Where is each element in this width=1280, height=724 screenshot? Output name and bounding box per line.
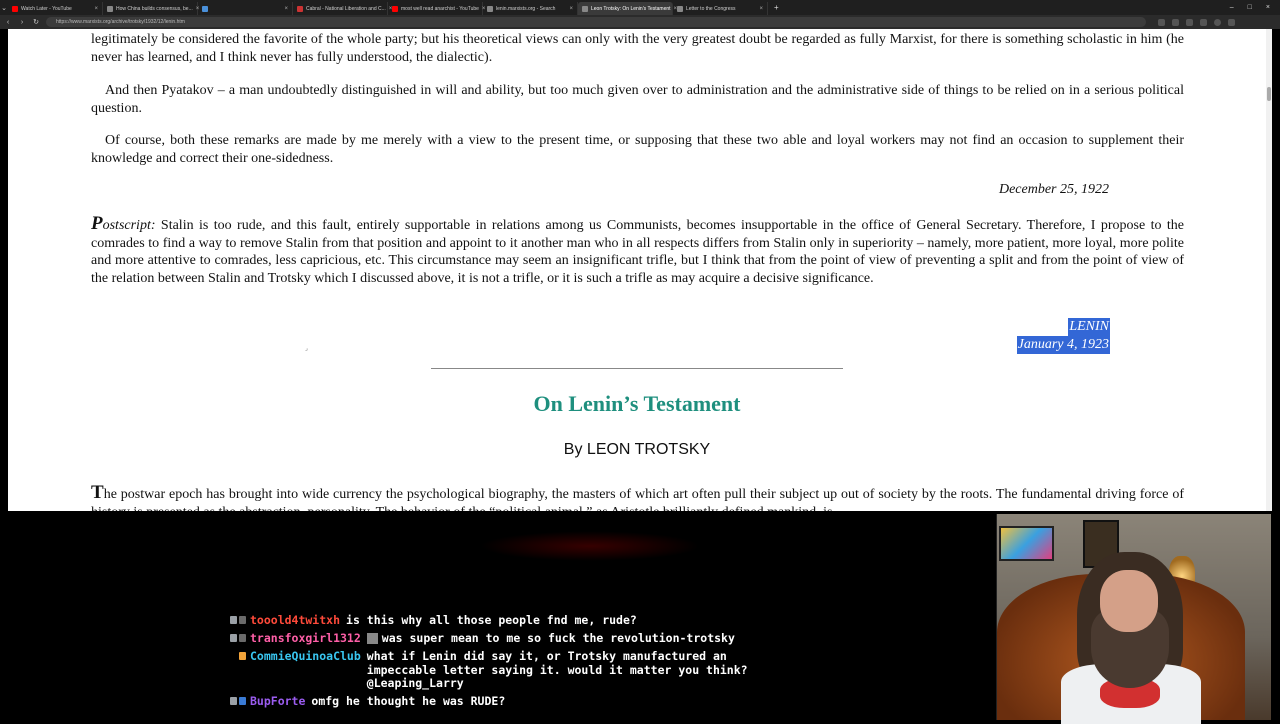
tab-close-icon[interactable]: ×: [481, 5, 486, 12]
browser-tab[interactable]: [8, 2, 103, 15]
signature-date: January 4, 1923: [1017, 337, 1109, 352]
chat-badge-icon: [239, 652, 246, 660]
tab-label: How China builds consensus, be...: [116, 5, 193, 12]
paragraph-bukharin: legitimately be considered the favorite of the whole party; but his theoretical views can only with the very greatest doubt be regarded as fully Marxist, for there is something scholastic in him (he never has learned, and I think never has fully understood, the dialectic).: [91, 32, 1184, 65]
chat-username[interactable]: transfoxgirl1312: [250, 631, 361, 645]
scrollbar-thumb[interactable]: [1267, 87, 1271, 101]
tab-label: lenin.marxists.org - Search: [496, 5, 556, 12]
browser-tab[interactable]: [578, 2, 678, 15]
signature-name: LENIN: [1069, 319, 1109, 334]
browser-tab[interactable]: [293, 2, 393, 15]
tab-label: Letter to the Congress: [686, 5, 736, 12]
tab-close-icon[interactable]: ×: [569, 5, 573, 12]
chat-message: [220, 695, 980, 709]
signature-block: [1017, 318, 1110, 354]
tab-close-icon[interactable]: ×: [284, 5, 288, 12]
extension-icon[interactable]: [1186, 19, 1193, 26]
page-scrollbar[interactable]: [1266, 29, 1272, 511]
tab-favicon-icon: [392, 6, 398, 12]
browser-tab[interactable]: [388, 2, 486, 15]
browser-tab[interactable]: [195, 2, 293, 15]
tab-favicon-icon: [487, 6, 493, 12]
tab-label: Watch Later - YouTube: [21, 5, 72, 12]
tab-favicon-icon: [297, 6, 303, 12]
postscript-initial: P: [91, 213, 103, 234]
tab-close-icon[interactable]: ×: [94, 5, 98, 12]
chat-text: [367, 632, 980, 646]
maximize-button[interactable]: □: [1247, 4, 1252, 11]
chat-username[interactable]: BupForte: [250, 694, 306, 708]
chat-badges: [220, 632, 250, 642]
tab-close-icon[interactable]: ×: [673, 5, 678, 12]
minimize-button[interactable]: –: [1229, 4, 1234, 11]
back-icon[interactable]: ‹: [6, 18, 10, 26]
tab-favicon-icon: [12, 6, 18, 12]
forward-icon[interactable]: ›: [20, 18, 24, 26]
letter-date: December 25, 1922: [998, 182, 1109, 197]
chat-text: [367, 650, 980, 691]
paragraph-of-course: Of course, both these remarks are made by me merely with a view to the present time, or supposing that these two able and loyal workers may not find an occasion to supplement their knowledge and correct their one-sidedness.: [91, 133, 1184, 166]
tab-close-icon[interactable]: ×: [195, 5, 200, 12]
chat-overlay: [220, 614, 980, 713]
tab-label: most well read anarchist - YouTube: [401, 5, 479, 12]
postscript-body: Stalin is too rude, and this fault, entirely supportable in relations among us Communists, becomes insupportable in the office of General Secretary. Therefore, I propose to the comrades to find a way to remove Stalin from that position and appoint to it another man who in all respects differs from Stalin only in superiority – namely, more patient, more loyal, more polite and more attentive to comrades, less capricious, etc. This circumstance may seem an insignificant trifle, but I think that from the point of view of preventing a split and from the point of view of the relation between Stalin and Trotsky which I discussed above, it is not a trifle, or it is such a trifle as may acquire a decisive significance.: [91, 218, 1184, 286]
chat-badge-icon: [239, 634, 246, 642]
browser-tab[interactable]: [103, 2, 198, 15]
chat-message: [220, 614, 980, 628]
chat-badge-icon: [230, 697, 237, 705]
chat-emote-icon: [367, 633, 378, 644]
extension-icons: [1158, 19, 1235, 26]
profile-avatar-icon[interactable]: [1214, 19, 1221, 26]
webcam-feed: [996, 514, 1270, 720]
paragraph-postscript: [91, 215, 1184, 287]
article-byline: By LEON TROTSKY: [563, 441, 711, 458]
extension-icon[interactable]: [1200, 19, 1207, 26]
tab-label: Leon Trotsky: On Lenin's Testament: [591, 5, 671, 12]
background-glow: [480, 531, 700, 561]
streamer: [1055, 552, 1205, 720]
postscript-label: ostscript:: [102, 218, 156, 233]
browser-address-bar: [0, 15, 1280, 29]
chat-text-content: what if Lenin did say it, or Trotsky manufactured an impeccable letter saying it. would it matter you think? @Leaping_Larry: [366, 649, 748, 690]
chat-badge-icon: [239, 616, 246, 624]
chat-message: [220, 650, 980, 691]
extension-icon[interactable]: [1158, 19, 1165, 26]
mouse-cursor-icon: ⌟: [305, 346, 308, 352]
chat-username[interactable]: CommieQuinoaClub: [250, 649, 361, 663]
section-divider: [431, 368, 843, 369]
chat-text-content: omfg he thought he was RUDE?: [311, 694, 506, 708]
reload-icon[interactable]: ↻: [33, 19, 39, 26]
browser-tab[interactable]: [673, 2, 768, 15]
new-tab-button[interactable]: +: [774, 3, 779, 12]
chat-badge-icon: [230, 616, 237, 624]
tab-label: Cabral - National Liberation and C...: [306, 5, 386, 12]
window-controls: [1230, 4, 1280, 11]
tab-favicon-icon: [677, 6, 683, 12]
paragraph-pyatakov: And then Pyatakov – a man undoubtedly distinguished in will and ability, but too much given over to administration and the administrative side of things to be relied on in a serious political question.: [91, 83, 1184, 116]
chat-badges: [220, 695, 250, 705]
extension-icon[interactable]: [1172, 19, 1179, 26]
chat-badge-icon: [239, 697, 246, 705]
chat-text: [346, 614, 980, 628]
browser-tab[interactable]: [483, 2, 578, 15]
chat-message: [220, 632, 980, 646]
chat-badge-icon: [230, 634, 237, 642]
chat-badges: [220, 650, 250, 660]
postwar-body: he postwar epoch has brought into wide currency the psychological biography, the masters of which art often pull their subject up out of society by the roots. The fundamental driving force of: [103, 487, 1184, 502]
tab-favicon-icon: [107, 6, 113, 12]
streamer-face: [1100, 570, 1158, 632]
chat-text-content: was super mean to me so fuck the revolution-trotsky: [381, 631, 735, 645]
drop-cap: T: [91, 482, 104, 503]
tab-close-icon[interactable]: ×: [759, 5, 763, 12]
chat-text-content: is this why all those people fnd me, rude?: [346, 613, 637, 627]
menu-icon[interactable]: [1228, 19, 1235, 26]
section-title: On Lenin’s Testament: [533, 391, 741, 416]
close-window-button[interactable]: ×: [1265, 4, 1270, 11]
chat-text: [311, 695, 980, 709]
chat-username[interactable]: tooold4twitxh: [250, 613, 341, 627]
url-input[interactable]: https://www.marxists.org/archive/trotsky/1932/12/lenin.htm: [46, 17, 1146, 27]
tab-close-icon[interactable]: ×: [388, 5, 393, 12]
wall-art-icon: [999, 526, 1054, 561]
tab-favicon-icon: [202, 6, 208, 12]
browser-tab-bar: [0, 0, 1280, 15]
webpage-content: [8, 29, 1266, 511]
tab-favicon-icon: [582, 6, 588, 12]
tab-search-icon[interactable]: ⌄: [1, 4, 7, 12]
chat-badges: [220, 614, 250, 624]
